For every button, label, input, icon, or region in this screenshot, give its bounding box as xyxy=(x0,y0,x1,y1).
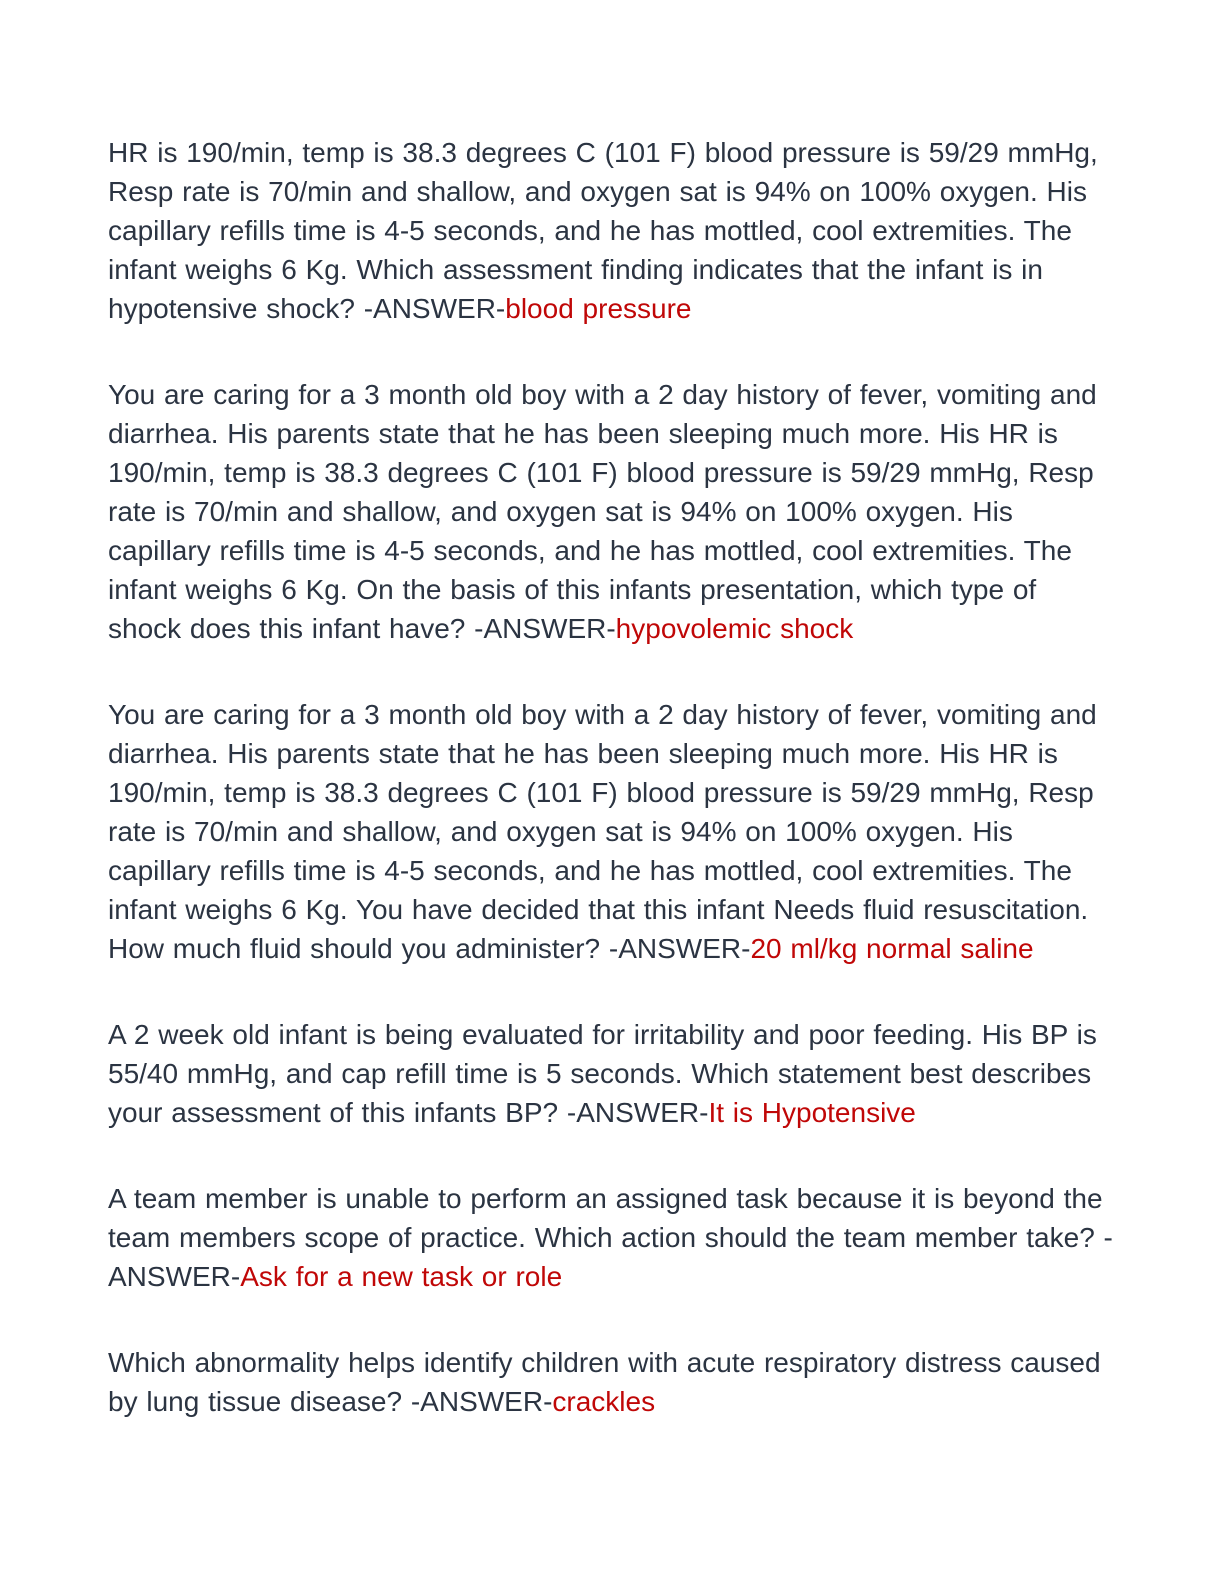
answer-text: 20 ml/kg normal saline xyxy=(750,933,1034,964)
question-text: You are caring for a 3 month old boy with a 2 day history of fever, vomiting and diarrhea. His parents state that he has been sleeping much more. His HR is 190/min, temp is 38.3 degrees C (101 F) blood pressure is 59/29 mmHg, Resp rate is 70/min and shallow, and oxygen sat is 94% on 100% oxygen. His capillary refills time is 4-5 seconds, and he has mottled, cool extremities. The infant weighs 6 Kg. You have decided that this infant Needs fluid resuscitation. How much fluid should you administer? -ANSWER- xyxy=(108,699,1097,964)
question-paragraph xyxy=(108,1179,1113,1296)
answer-text: Ask for a new task or role xyxy=(240,1261,563,1292)
answer-text: crackles xyxy=(552,1386,656,1417)
question-text: A team member is unable to perform an assigned task because it is beyond the team members scope of practice. Which action should the team member take? -ANSWER- xyxy=(108,1183,1113,1292)
answer-text: It is Hypotensive xyxy=(708,1097,916,1128)
question-paragraph xyxy=(108,695,1113,968)
question-text: You are caring for a 3 month old boy with a 2 day history of fever, vomiting and diarrhea. His parents state that he has been sleeping much more. His HR is 190/min, temp is 38.3 degrees C (101 F) blood pressure is 59/29 mmHg, Resp rate is 70/min and shallow, and oxygen sat is 94% on 100% oxygen. His capillary refills time is 4-5 seconds, and he has mottled, cool extremities. The infant weighs 6 Kg. On the basis of this infants presentation, which type of shock does this infant have? -ANSWER- xyxy=(108,379,1097,644)
question-paragraph xyxy=(108,1343,1113,1421)
question-text: A 2 week old infant is being evaluated for irritability and poor feeding. His BP is 55/40 mmHg, and cap refill time is 5 seconds. Which statement best describes your assessment of this infants BP? -ANSWER- xyxy=(108,1019,1097,1128)
question-paragraph xyxy=(108,1015,1113,1132)
answer-text: blood pressure xyxy=(505,293,692,324)
question-paragraph xyxy=(108,375,1113,648)
question-paragraph xyxy=(108,133,1113,328)
question-text: Which abnormality helps identify children with acute respiratory distress caused by lung tissue disease? -ANSWER- xyxy=(108,1347,1101,1417)
question-text: HR is 190/min, temp is 38.3 degrees C (101 F) blood pressure is 59/29 mmHg, Resp rate is 70/min and shallow, and oxygen sat is 94% on 100% oxygen. His capillary refills time is 4-5 seconds, and he has mottled, cool extremities. The infant weighs 6 Kg. Which assessment finding indicates that the infant is in hypotensive shock? -ANSWER- xyxy=(108,137,1098,324)
answer-text: hypovolemic shock xyxy=(615,613,854,644)
document-content xyxy=(108,133,1113,1421)
